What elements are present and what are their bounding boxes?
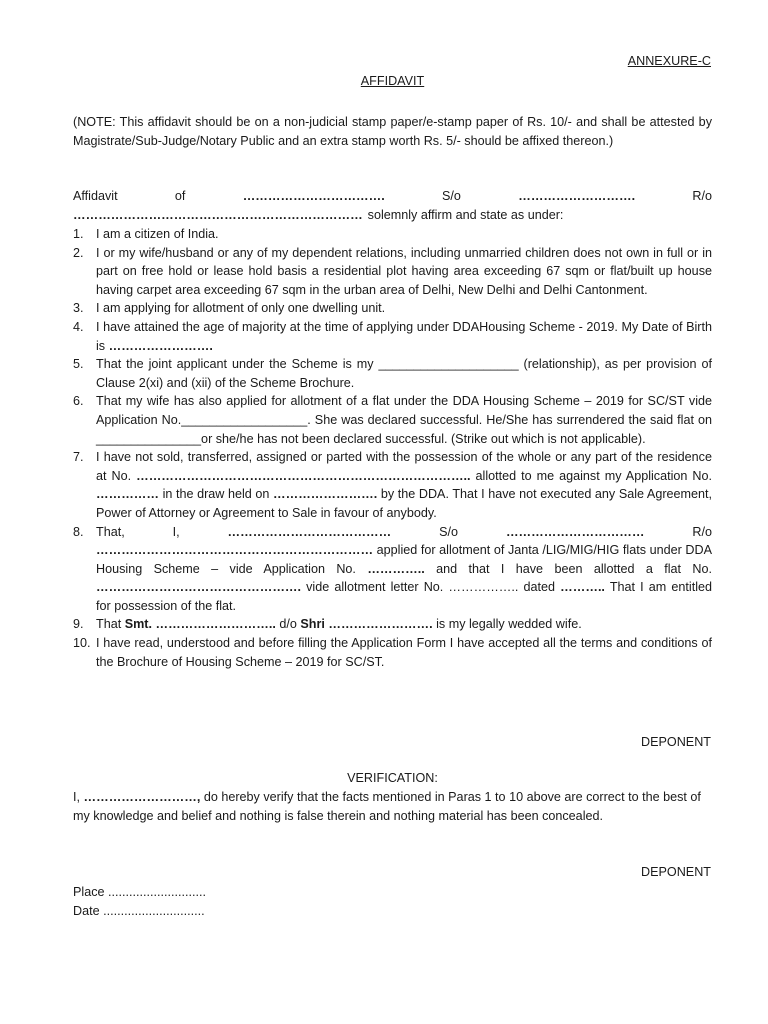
clause-item: 9. That Smt. ……………………….. d/o Shri ……………………. is my legally wedded wife. [73, 617, 582, 632]
affidavit-clauses [73, 225, 712, 671]
clause-item: 7. I have not sold, transferred, assigned or parted with the possession of the whole or any part of the residence at No. …………………………………………………………………….. allotted to me against my Application No. …………… in the draw held on ……………………. by the DDA. That I have not executed any Sale Agreement, Power of Attorney or Agreement to Sale in favour of anybody. [73, 450, 713, 520]
address-blank: …………………………………………………………… [73, 208, 363, 222]
clause-item: 2. I or my wife/husband or any of my dependent relations, including unmarried children does not own in full or in part on free hold or lease hold basis a residential plot having area exceeding 67 sqm or flat/built up house having carpet area exceeding 67 sqm in the urban area of Delhi, New Delhi and Delhi Cantonment. [73, 245, 712, 297]
verifier-name-blank: ………………………, [83, 790, 201, 804]
deponent-label: DEPONENT [641, 865, 711, 879]
verification-title: VERIFICATION: [347, 771, 438, 785]
place-field: Place ............................ [73, 885, 206, 899]
intro-so: S/o [442, 189, 461, 203]
draw-date-blank: ……………………. [273, 487, 378, 502]
dob-blank: ……………………. [108, 338, 213, 353]
deponent-label: DEPONENT [641, 735, 711, 749]
deponent-name-blank: ………………………………… [227, 524, 392, 539]
name-blank: ……………………………. [242, 189, 385, 203]
wife-name-blank: Smt. ……………………….. [124, 617, 276, 632]
clause-item: 4. I have attained the age of majority at the time of applying under DDAHousing Scheme - 2019. My Date of Birth is ……………………. [73, 319, 712, 353]
intro-affidavit: Affidavit [73, 189, 118, 203]
document-title: AFFIDAVIT [360, 74, 425, 88]
note-paragraph: (NOTE: This affidavit should be on a non-judicial stamp paper/e-stamp paper of Rs. 10/- and shall be attested by Magistrate/Sub-Judge/Notary Public and an extra stamp worth Rs. 5/- should be affixed thereon.) [73, 115, 712, 148]
date-field: Date ............................. [73, 904, 205, 918]
application-no-blank: …………… [96, 487, 159, 502]
intro-line-2 [73, 206, 712, 225]
deponent-address-blank: ………………………………………………………… [96, 543, 374, 558]
intro-ro: R/o [692, 189, 712, 203]
clause-item: 10. I have read, understood and before filling the Application Form I have accepted all the terms and conditions of the Brochure of Housing Scheme – 2019 for SC/ST. [73, 636, 712, 669]
clause-item: 3. I am applying for allotment of only one dwelling unit. [73, 301, 386, 316]
clause-item: 1. I am a citizen of India. [73, 227, 219, 241]
clause-item: 6. That my wife has also applied for allotment of a flat under the DDA Housing Scheme – 2019 for SC/ST vide Application No.__________________. She was declared successful. He/She has surrendered the said flat on _______________or she/he has not been declared successful. (Strike out which is not applicable). [73, 394, 712, 446]
intro-of: of [174, 189, 186, 203]
verification-paragraph: I, ………………………, do hereby verify that the facts mentioned in Paras 1 to 10 above are correct to the best of my knowledge and belief and nothing is false therein and nothing material has been concealed. [73, 790, 701, 823]
flat-no-blank: …………………………………………. [96, 580, 301, 595]
residence-blank: …………………………………………………………………….. [136, 468, 471, 483]
intro-affirm: solemnly affirm and state as under: [367, 208, 564, 222]
clause-item: 5. That the joint applicant under the Scheme is my ____________________ (relationship), as per provision of Clause 2(xi) and (xii) of the Scheme Brochure. [73, 357, 712, 390]
father-name-blank: ………………………. [518, 189, 636, 203]
intro-line-1 [73, 187, 712, 206]
wife-father-blank: Shri ……………………. [300, 617, 433, 632]
deponent-father-blank: …………………………… [505, 524, 645, 539]
annexure-label: ANNEXURE-C [627, 54, 711, 68]
clause-item: 8. That, I, ………………………………… S/o …………………………… R/o ………………………………………………………… applied for allotment of Janta /LIG/MIG/HIG flats under DDA Housing Scheme – vide Application No. ………….. and that I have been allotted a flat No. …………………………………………. vide allotment letter No. …………….. dated ……….. That I am entitled for possession of the flat. [73, 524, 713, 613]
